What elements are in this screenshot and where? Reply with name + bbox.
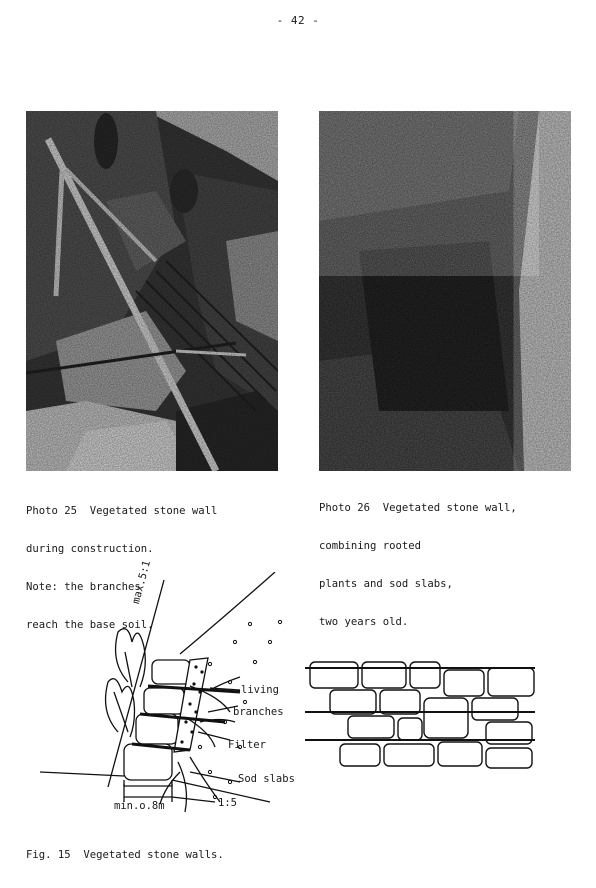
photo-stone-wall-two-years (319, 111, 571, 471)
base-slope-label: 1:5 (218, 797, 237, 809)
figure-caption: Fig. 15 Vegetated stone walls. (26, 849, 224, 861)
page-number: - 42 - (276, 14, 320, 27)
caption-line: during construction. (26, 542, 154, 555)
caption-line: Photo 25 Vegetated stone wall (26, 505, 218, 518)
caption-line: combining rooted (319, 539, 422, 552)
branches-label: branches (233, 706, 284, 718)
caption-line: Note: the branches (26, 580, 141, 593)
figure-vegetated-stone-walls (40, 559, 540, 830)
caption-line: two years old. (319, 615, 409, 628)
figure-drawing (40, 572, 540, 830)
caption-line: plants and sod slabs, (319, 577, 453, 590)
caption-line: Photo 26 Vegetated stone wall, (319, 502, 517, 515)
photo-stone-wall-construction (26, 111, 278, 471)
filter-label: Filter (228, 739, 266, 751)
base-width-label: min.o.8m (114, 800, 165, 812)
living-label: living (241, 684, 279, 696)
sod-slabs-label: Sod slabs (238, 773, 295, 785)
caption-line: reach the base soil. (26, 618, 154, 631)
slope-label: max.5:1 (130, 559, 154, 606)
